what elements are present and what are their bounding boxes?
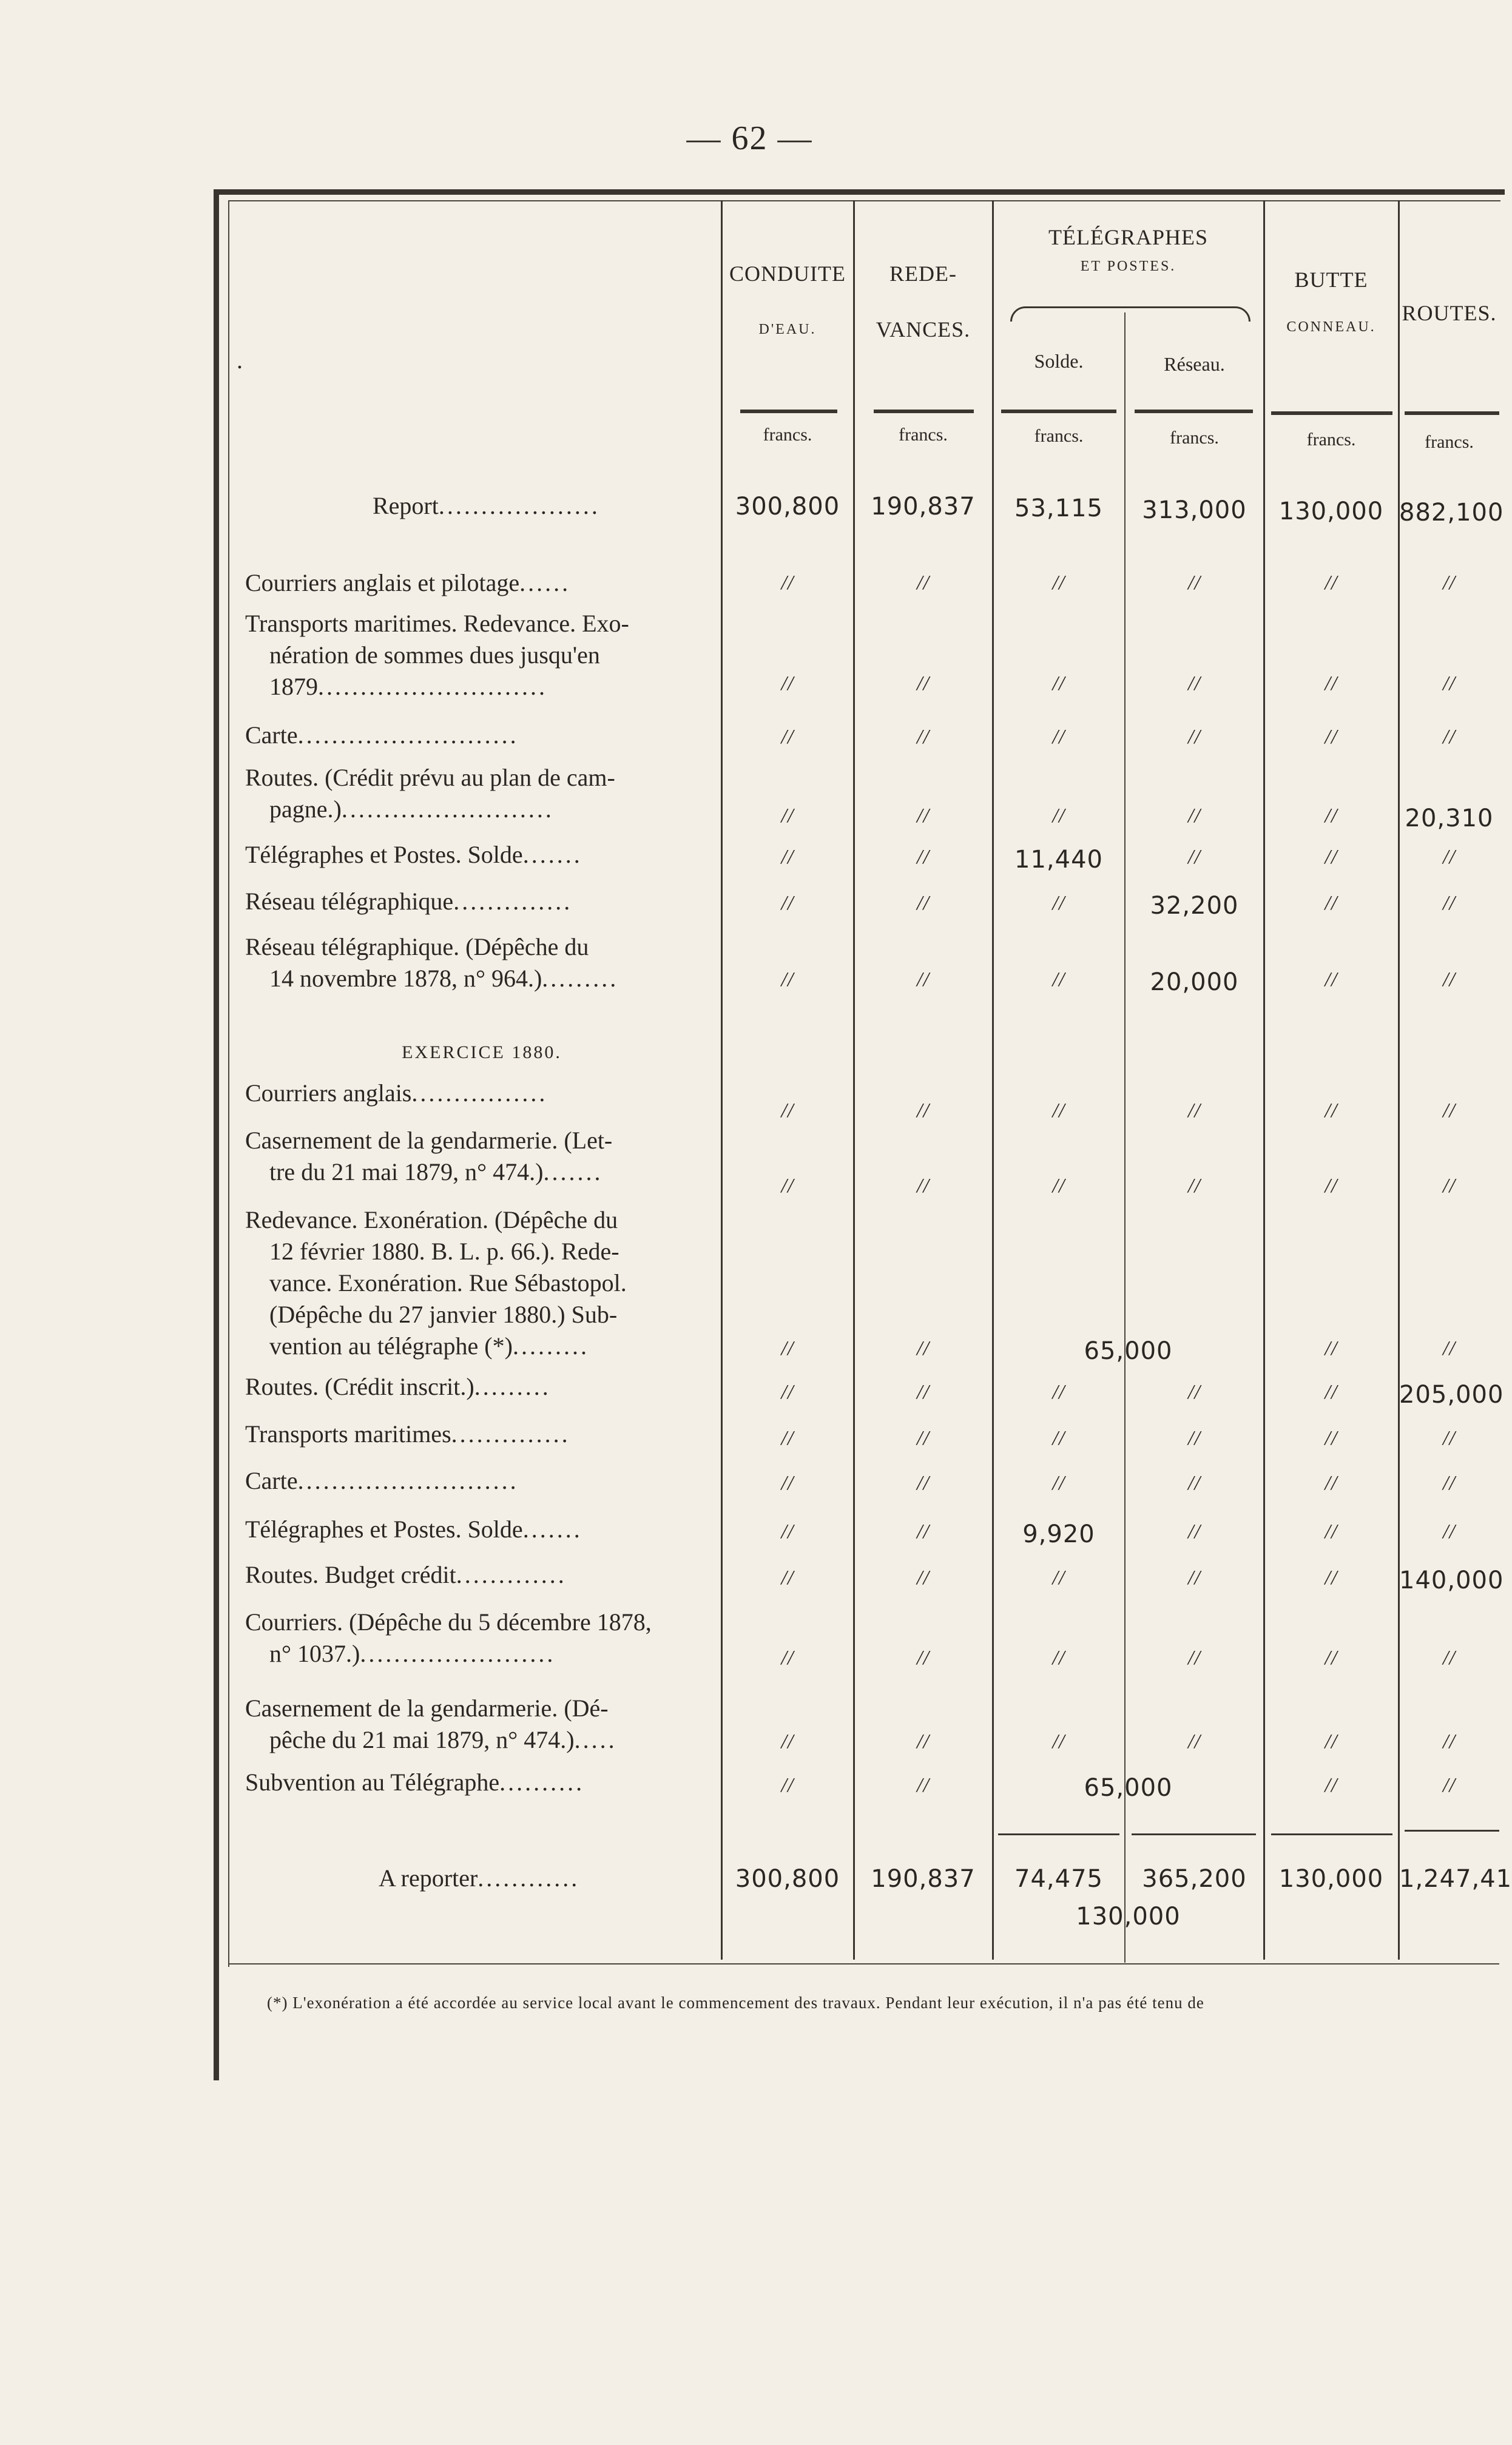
a-reporter-value-routes: 1,247,41 xyxy=(1399,1865,1512,1893)
col-sep-solde xyxy=(1124,312,1126,1963)
row-1879-value-reseau: // xyxy=(1188,846,1201,868)
row-1880-value-conduite: // xyxy=(781,1099,794,1122)
row-1879-value-routes: // xyxy=(1443,968,1456,991)
leader-dots: ............ xyxy=(478,1864,580,1892)
row-1879-value-solde: 11,440 xyxy=(1014,846,1103,874)
row-1880-label-line xyxy=(245,1330,718,1362)
row-1880-label-text: vention au télégraphe (*) xyxy=(269,1332,513,1360)
row-1879-label-5 xyxy=(245,886,718,917)
header-rule-solde xyxy=(1001,410,1116,413)
header-butte-line1: BUTTE xyxy=(1294,268,1368,292)
header-conduite-line2: D'EAU. xyxy=(758,322,817,337)
col-sep-telegraphes xyxy=(1263,200,1265,1960)
row-1879-value-redevances: // xyxy=(917,572,930,594)
row-1880-value-routes: // xyxy=(1443,1520,1456,1543)
row-1880-value-routes: // xyxy=(1443,1647,1456,1669)
row-1880-value-solde: // xyxy=(1052,1730,1065,1753)
unit-solde: francs. xyxy=(1034,426,1084,446)
row-1879-value-redevances: // xyxy=(917,726,930,748)
row-1880-value-butte: // xyxy=(1325,1337,1338,1360)
row-1880-value-conduite: // xyxy=(781,1647,794,1669)
row-1879-value-conduite: // xyxy=(781,846,794,868)
header-rule-reseau xyxy=(1135,410,1253,413)
row-1880-value-redevances: // xyxy=(917,1337,930,1360)
a-reporter-value-butte: 130,000 xyxy=(1278,1865,1384,1893)
row-1880-label-line xyxy=(245,1204,718,1236)
row-1879-value-conduite: // xyxy=(781,572,794,594)
row-1880-label-line xyxy=(245,1077,718,1109)
header-redevances xyxy=(854,261,992,342)
row-1880-value-butte: // xyxy=(1325,1730,1338,1753)
header-rule-routes xyxy=(1405,411,1499,415)
row-1880-label-text: n° 1037.) xyxy=(269,1640,360,1667)
row-1880-value-butte: // xyxy=(1325,1520,1338,1543)
row-1880-value-redevances: // xyxy=(917,1381,930,1403)
leader-dots: .......................... xyxy=(297,1467,519,1494)
row-1880-value-routes: // xyxy=(1443,1730,1456,1753)
leader-dots: ................ xyxy=(411,1079,548,1107)
row-1880-label-10 xyxy=(245,1767,718,1798)
header-rule-conduite xyxy=(740,410,837,413)
row-1879-value-conduite: // xyxy=(781,968,794,991)
row-1880-value-solde: // xyxy=(1052,1381,1065,1403)
total-rule-solde xyxy=(998,1833,1119,1835)
row-1879-label-text: Réseau télégraphique. (Dépêche du xyxy=(245,933,589,960)
leader-dots: ................... xyxy=(438,492,600,519)
header-butte-line2: CONNEAU. xyxy=(1286,319,1376,335)
row-1879-value-redevances: // xyxy=(917,804,930,827)
row-1879-label-text: Réseau télégraphique xyxy=(245,888,454,915)
row-1880-value-routes: // xyxy=(1443,1774,1456,1796)
table-bottom-rule xyxy=(228,1963,1499,1964)
row-1880-value-butte: // xyxy=(1325,1099,1338,1122)
leader-dots: ....................... xyxy=(360,1640,556,1667)
row-1880-value-butte: // xyxy=(1325,1472,1338,1494)
report-value-solde: 53,115 xyxy=(1014,494,1103,522)
row-1879-value-routes: // xyxy=(1443,726,1456,748)
row-1880-label-9 xyxy=(245,1693,718,1756)
unit-butte: francs. xyxy=(1306,430,1356,450)
header-redevances-line2: VANCES. xyxy=(876,317,971,342)
a-reporter-telegraph-total: 130,000 xyxy=(1076,1903,1181,1931)
a-reporter-value-reseau: 365,200 xyxy=(1142,1865,1247,1893)
row-1880-value-conduite: // xyxy=(781,1337,794,1360)
unit-conduite: francs. xyxy=(763,425,812,445)
header-rule-redevances xyxy=(874,410,974,413)
telegraph-total-tick xyxy=(1124,1935,1126,1956)
leader-dots: .......................... xyxy=(297,721,519,749)
row-1880-value-solde: // xyxy=(1052,1566,1065,1589)
row-1880-label-text: 12 février 1880. B. L. p. 66.). Rede- xyxy=(269,1238,619,1265)
row-1880-value-redevances: // xyxy=(917,1774,930,1796)
row-1880-label-line xyxy=(245,1514,718,1545)
row-1879-value-reseau: // xyxy=(1188,672,1201,695)
a-reporter-value-conduite: 300,800 xyxy=(735,1865,840,1893)
row-1879-value-butte: // xyxy=(1325,846,1338,868)
row-1880-label-line xyxy=(245,1724,718,1756)
row-1879-value-redevances: // xyxy=(917,892,930,914)
header-label-dot: . xyxy=(237,346,243,374)
row-1880-label-text: Subvention au Télégraphe xyxy=(245,1769,500,1796)
total-rule-reseau xyxy=(1132,1833,1256,1835)
row-1880-value-redevances: // xyxy=(917,1099,930,1122)
header-reseau: Réseau. xyxy=(1164,353,1225,375)
row-1880-value-conduite: // xyxy=(781,1730,794,1753)
row-1880-value-solde: // xyxy=(1052,1427,1065,1449)
unit-routes: francs. xyxy=(1425,432,1474,452)
col-sep-butte xyxy=(1398,200,1400,1960)
row-1880-value-reseau: // xyxy=(1188,1472,1201,1494)
row-1879-label-3 xyxy=(245,762,718,825)
row-1879-label-text: nération de sommes dues jusqu'en xyxy=(269,641,600,669)
row-1880-label-text: (Dépêche du 27 janvier 1880.) Sub- xyxy=(269,1301,618,1328)
col-sep-label xyxy=(721,200,723,1960)
row-1879-value-butte: // xyxy=(1325,968,1338,991)
row-1880-label-line xyxy=(245,1607,718,1638)
row-1880-value-routes: // xyxy=(1443,1099,1456,1122)
unit-reseau: francs. xyxy=(1170,428,1219,448)
row-1880-value-solde: // xyxy=(1052,1099,1065,1122)
row-1879-value-routes: // xyxy=(1443,572,1456,594)
leader-dots: ....... xyxy=(522,841,582,868)
row-1880-label-line xyxy=(245,1371,718,1403)
row-1879-label-line xyxy=(245,762,718,794)
row-1880-label-text: Routes. (Crédit inscrit.) xyxy=(245,1373,474,1400)
row-1880-value-butte: // xyxy=(1325,1381,1338,1403)
row-1879-value-conduite: // xyxy=(781,726,794,748)
row-1880-value-redevances: // xyxy=(917,1427,930,1449)
row-1879-value-redevances: // xyxy=(917,672,930,695)
row-1880-value-conduite: // xyxy=(781,1427,794,1449)
row-1879-label-text: Routes. (Crédit prévu au plan de cam- xyxy=(245,764,615,791)
row-1879-value-butte: // xyxy=(1325,572,1338,594)
leader-dots: ............. xyxy=(456,1561,567,1588)
row-1880-label-text: Courriers anglais xyxy=(245,1079,412,1107)
leader-dots: ....... xyxy=(522,1516,582,1543)
row-1880-value-butte: // xyxy=(1325,1566,1338,1589)
row-1879-value-solde: // xyxy=(1052,672,1065,695)
row-1879-label-text: 1879 xyxy=(269,673,318,700)
row-1880-value-redevances: // xyxy=(917,1730,930,1753)
row-1880-label-line xyxy=(245,1559,718,1591)
row-1880-value-conduite: // xyxy=(781,1566,794,1589)
section-title: EXERCICE 1880. xyxy=(402,1042,562,1062)
row-1879-label-6 xyxy=(245,931,718,994)
row-1880-value-redevances: // xyxy=(917,1566,930,1589)
report-value-routes: 882,100 xyxy=(1399,499,1504,527)
row-1880-label-7 xyxy=(245,1559,718,1591)
row-1880-label-line xyxy=(245,1267,718,1299)
row-1879-label-line xyxy=(245,639,718,671)
report-value-reseau: 313,000 xyxy=(1142,496,1247,524)
row-1880-value-reseau: // xyxy=(1188,1427,1201,1449)
row-1879-value-butte: // xyxy=(1325,804,1338,827)
header-routes: ROUTES. xyxy=(1402,301,1497,325)
row-1880-label-4 xyxy=(245,1418,718,1450)
a-reporter-label-text: A reporter xyxy=(379,1864,478,1892)
row-1879-label-line xyxy=(245,839,718,871)
header-conduite-line1: CONDUITE xyxy=(729,261,846,286)
a-reporter-value-redevances: 190,837 xyxy=(871,1865,976,1893)
report-value-conduite: 300,800 xyxy=(735,493,840,521)
row-1879-label-2 xyxy=(245,720,718,751)
a-reporter-value-solde: 74,475 xyxy=(1014,1865,1103,1893)
row-1879-value-conduite: // xyxy=(781,804,794,827)
row-1880-label-text: Télégraphes et Postes. Solde xyxy=(245,1516,523,1543)
row-1879-label-line xyxy=(245,794,718,825)
row-1879-label-text: Télégraphes et Postes. Solde xyxy=(245,841,523,868)
row-1880-value-solde: 9,920 xyxy=(1022,1520,1095,1548)
row-1880-label-line xyxy=(245,1767,718,1798)
row-1880-value-reseau: // xyxy=(1188,1730,1201,1753)
row-1880-value-butte: // xyxy=(1325,1427,1338,1449)
row-1880-value-conduite: // xyxy=(781,1520,794,1543)
row-1880-value-redevances: // xyxy=(917,1647,930,1669)
row-1879-value-routes: 20,310 xyxy=(1405,804,1494,832)
header-rule-butte xyxy=(1271,411,1392,415)
header-telegraphes-bracket xyxy=(1010,306,1250,322)
row-1879-value-butte: // xyxy=(1325,672,1338,695)
row-1880-label-text: Routes. Budget crédit xyxy=(245,1561,456,1588)
row-1880-value-conduite: // xyxy=(781,1472,794,1494)
row-1880-label-1 xyxy=(245,1125,718,1188)
report-label-text: Report xyxy=(373,492,439,519)
row-1880-value-reseau: // xyxy=(1188,1647,1201,1669)
row-1880-label-text: Casernement de la gendarmerie. (Let- xyxy=(245,1127,613,1154)
row-1880-value-routes: // xyxy=(1443,1175,1456,1197)
row-1880-value-solde: 65,000 xyxy=(1084,1774,1173,1802)
row-1880-value-butte: // xyxy=(1325,1774,1338,1796)
row-1880-label-line xyxy=(245,1638,718,1670)
row-1879-value-conduite: // xyxy=(781,672,794,695)
row-1879-value-reseau: // xyxy=(1188,572,1201,594)
leader-dots: ......... xyxy=(512,1332,589,1360)
row-1879-label-line xyxy=(245,886,718,917)
leader-dots: ......... xyxy=(474,1373,551,1400)
report-value-redevances: 190,837 xyxy=(871,493,976,521)
row-1879-value-reseau: // xyxy=(1188,804,1201,827)
row-1879-label-text: 14 novembre 1878, n° 964.) xyxy=(269,965,542,992)
row-1880-value-solde: 65,000 xyxy=(1084,1337,1173,1365)
a-reporter-label xyxy=(245,1863,718,1894)
row-1880-label-line xyxy=(245,1693,718,1724)
leader-dots: .......... xyxy=(499,1769,585,1796)
row-1880-value-conduite: // xyxy=(781,1175,794,1197)
row-1879-label-line xyxy=(245,931,718,963)
row-1879-label-line xyxy=(245,608,718,639)
row-1880-label-line xyxy=(245,1156,718,1188)
row-1879-value-routes: // xyxy=(1443,672,1456,695)
row-1880-label-line xyxy=(245,1236,718,1267)
row-1880-label-0 xyxy=(245,1077,718,1109)
row-1880-value-butte: // xyxy=(1325,1647,1338,1669)
row-1880-value-conduite: // xyxy=(781,1774,794,1796)
header-butte xyxy=(1264,267,1398,336)
row-1879-label-line xyxy=(245,567,718,599)
row-1879-label-text: pagne.) xyxy=(269,795,342,823)
col-sep-redevances xyxy=(992,200,994,1960)
row-1879-label-text: Courriers anglais et pilotage xyxy=(245,569,520,596)
total-rule-routes xyxy=(1405,1830,1499,1832)
header-telegraphes-line1: TÉLÉGRAPHES xyxy=(1048,225,1208,249)
row-1880-label-2 xyxy=(245,1204,718,1362)
row-1879-label-text: Transports maritimes. Redevance. Exo- xyxy=(245,610,629,637)
row-1879-label-4 xyxy=(245,839,718,871)
leader-dots: ....... xyxy=(543,1158,603,1185)
row-1879-value-redevances: // xyxy=(917,968,930,991)
row-1879-value-solde: // xyxy=(1052,804,1065,827)
row-1880-label-6 xyxy=(245,1514,718,1545)
unit-redevances: francs. xyxy=(899,425,948,445)
row-1880-value-reseau: // xyxy=(1188,1099,1201,1122)
footnote: (*) L'exonération a été accordée au service local avant le commencement des travaux. Pendant leur exécution, il n'a pas été tenu de xyxy=(267,1994,1204,2012)
leader-dots: .............. xyxy=(451,1420,570,1448)
total-rule-butte xyxy=(1271,1833,1392,1835)
row-1880-label-text: tre du 21 mai 1879, n° 474.) xyxy=(269,1158,544,1185)
row-1880-value-routes: // xyxy=(1443,1427,1456,1449)
leader-dots: ..... xyxy=(574,1726,617,1753)
row-1880-label-line xyxy=(245,1465,718,1497)
row-1879-value-routes: // xyxy=(1443,846,1456,868)
row-1880-label-text: Casernement de la gendarmerie. (Dé- xyxy=(245,1695,609,1722)
row-1880-label-text: Transports maritimes xyxy=(245,1420,451,1448)
row-1879-value-solde: // xyxy=(1052,726,1065,748)
leader-dots: ......... xyxy=(542,965,619,992)
row-1880-value-redevances: // xyxy=(917,1175,930,1197)
row-1880-label-8 xyxy=(245,1607,718,1670)
row-1879-label-line xyxy=(245,671,718,703)
row-1880-value-redevances: // xyxy=(917,1520,930,1543)
row-1879-value-solde: // xyxy=(1052,892,1065,914)
row-1880-value-conduite: // xyxy=(781,1381,794,1403)
row-1880-value-reseau: // xyxy=(1188,1566,1201,1589)
header-telegraphes-line2: ET POSTES. xyxy=(1080,258,1176,274)
row-1880-label-line xyxy=(245,1125,718,1156)
row-1879-value-reseau: 32,200 xyxy=(1150,892,1239,920)
row-1880-label-5 xyxy=(245,1465,718,1497)
leader-dots: ......................... xyxy=(341,795,554,823)
row-1880-value-routes: 205,000 xyxy=(1399,1381,1504,1409)
leader-dots: .............. xyxy=(453,888,573,915)
header-redevances-line1: REDE- xyxy=(889,261,957,286)
row-1879-value-routes: // xyxy=(1443,892,1456,914)
row-1880-value-routes: // xyxy=(1443,1337,1456,1360)
row-1880-value-solde: // xyxy=(1052,1647,1065,1669)
row-1880-value-reseau: // xyxy=(1188,1381,1201,1403)
page-number: — 62 — xyxy=(686,120,813,157)
header-telegraphes xyxy=(993,224,1263,275)
row-1879-label-1 xyxy=(245,608,718,703)
row-1880-label-line xyxy=(245,1418,718,1450)
row-1879-value-butte: // xyxy=(1325,726,1338,748)
row-1880-value-routes: // xyxy=(1443,1472,1456,1494)
row-1880-label-text: Courriers. (Dépêche du 5 décembre 1878, xyxy=(245,1608,652,1636)
row-1879-value-solde: // xyxy=(1052,968,1065,991)
row-1880-label-text: vance. Exonération. Rue Sébastopol. xyxy=(269,1269,627,1297)
row-1880-value-reseau: // xyxy=(1188,1520,1201,1543)
header-conduite xyxy=(722,261,853,338)
row-1880-label-3 xyxy=(245,1371,718,1403)
row-1880-value-butte: // xyxy=(1325,1175,1338,1197)
header-solde: Solde. xyxy=(1034,350,1084,372)
row-1879-label-line xyxy=(245,963,718,994)
row-1879-value-solde: // xyxy=(1052,572,1065,594)
row-1880-label-line xyxy=(245,1299,718,1330)
row-1880-label-text: pêche du 21 mai 1879, n° 474.) xyxy=(269,1726,575,1753)
row-1879-value-reseau: 20,000 xyxy=(1150,968,1239,996)
row-1880-value-redevances: // xyxy=(917,1472,930,1494)
row-1880-value-reseau: // xyxy=(1188,1175,1201,1197)
row-1880-value-solde: // xyxy=(1052,1472,1065,1494)
row-1879-value-conduite: // xyxy=(781,892,794,914)
report-label xyxy=(245,490,718,522)
leader-dots: ...... xyxy=(519,569,571,596)
row-1880-label-text: Carte xyxy=(245,1467,298,1494)
row-1879-value-redevances: // xyxy=(917,846,930,868)
row-1879-label-text: Carte xyxy=(245,721,298,749)
row-1879-value-butte: // xyxy=(1325,892,1338,914)
col-sep-conduite xyxy=(853,200,855,1960)
row-1879-label-0 xyxy=(245,567,718,599)
leader-dots: ........................... xyxy=(318,673,547,700)
row-1880-value-solde: // xyxy=(1052,1175,1065,1197)
report-value-butte: 130,000 xyxy=(1278,497,1384,525)
row-1879-label-line xyxy=(245,720,718,751)
row-1880-label-text: Redevance. Exonération. (Dépêche du xyxy=(245,1206,618,1233)
row-1879-value-reseau: // xyxy=(1188,726,1201,748)
row-1880-value-routes: 140,000 xyxy=(1399,1566,1504,1594)
